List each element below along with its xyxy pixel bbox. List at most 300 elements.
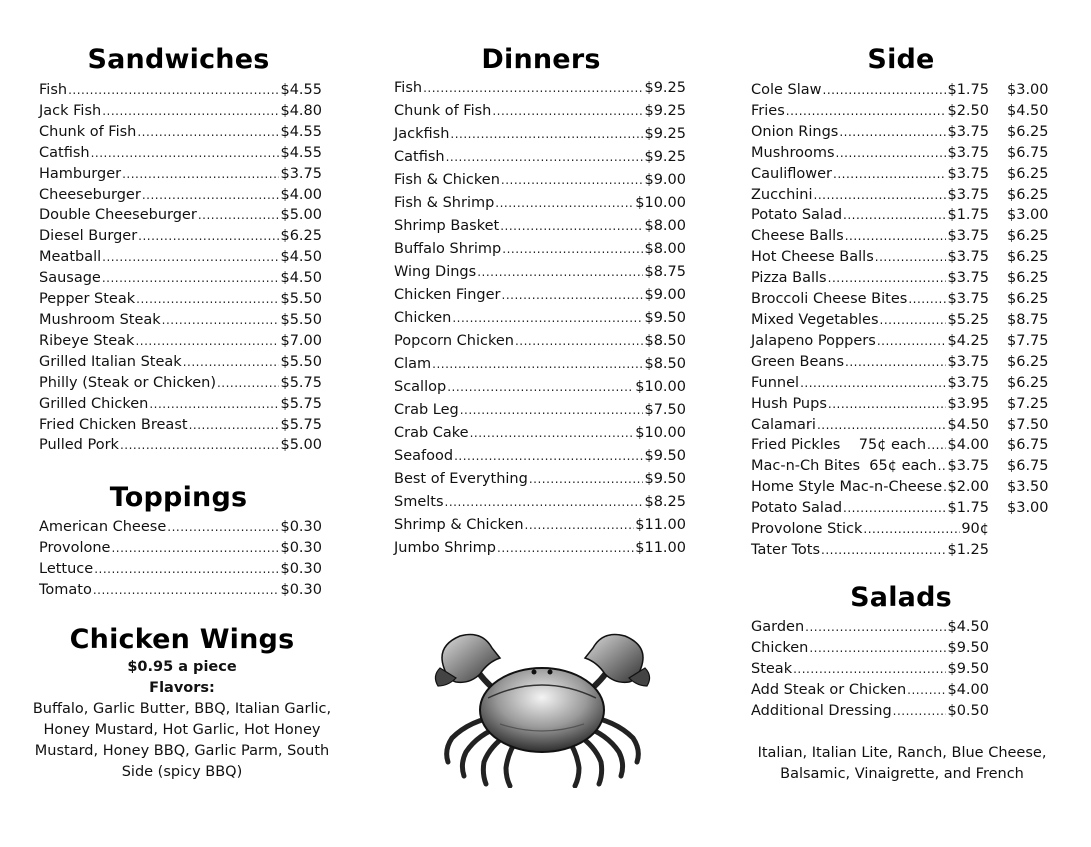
dinner-item-name: Clam [394, 356, 432, 372]
dot-leader [91, 143, 280, 164]
side-item-small-price: $4.50 [947, 416, 989, 433]
wings-flavor-line: Honey Mustard, Hot Garlic, Hot Honey [43, 721, 321, 738]
crab-icon [430, 628, 655, 788]
dinner-item-name: Chicken [394, 310, 452, 326]
dot-leader [183, 352, 280, 373]
dinner-item-price: $9.00 [644, 287, 686, 303]
dressings-line: Italian, Italian Lite, Ranch, Blue Cheese, [757, 745, 1047, 761]
sandwich-item-name: Mushroom Steak [39, 311, 161, 328]
side-item-small-price: $3.75 [947, 353, 989, 370]
dot-leader [800, 373, 946, 394]
side-item-name: Calamari [751, 416, 816, 433]
sandwich-item-name: Philly (Steak or Chicken) [39, 374, 216, 391]
topping-item-name: Lettuce [39, 560, 94, 577]
dinner-item [394, 77, 686, 100]
dinner-item [394, 100, 686, 123]
side-item-large-price: $6.25 [1007, 165, 1049, 182]
side-item-lead [751, 498, 989, 519]
dressings-line: Balsamic, Vinaigrette, and French [780, 765, 1024, 782]
side-list [751, 80, 1051, 561]
side-item-lead [751, 331, 989, 352]
wings-section [32, 624, 332, 782]
dot-leader [908, 289, 946, 310]
dot-leader [122, 164, 279, 185]
dinner-item-name: Crab Cake [394, 425, 469, 441]
side-item-large-price: $3.00 [1007, 82, 1049, 98]
dot-leader [94, 559, 279, 580]
topping-item [39, 580, 322, 601]
dot-leader [786, 101, 947, 122]
dot-leader [432, 353, 643, 376]
wings-flavors-label: Flavors: [149, 679, 215, 696]
topping-item-name: American Cheese [39, 519, 167, 535]
salad-item [751, 680, 989, 701]
side-item-name: Pizza Balls [751, 270, 827, 287]
dinner-item [394, 169, 686, 192]
dot-leader [828, 394, 947, 415]
dot-leader [102, 247, 279, 268]
side-item-small-price: $3.75 [947, 374, 989, 391]
wings-flavor-line: Side (spicy BBQ) [121, 763, 243, 780]
side-item-small-price: $3.75 [947, 458, 989, 475]
topping-item-price: $0.30 [280, 519, 322, 535]
side-item-large-price: $3.50 [1007, 479, 1049, 496]
side-item-small-price: $3.75 [947, 228, 989, 245]
dinner-item-price: $9.25 [644, 149, 686, 165]
dot-leader [943, 477, 946, 498]
side-item-lead [751, 101, 989, 122]
dot-leader [880, 310, 947, 331]
topping-item-price: $0.30 [280, 539, 322, 556]
side-item-large-price: $6.25 [1007, 228, 1049, 245]
topping-item [39, 538, 322, 559]
dot-leader [492, 100, 643, 123]
dinner-item-price: $8.75 [644, 264, 686, 280]
dot-leader [833, 164, 946, 185]
dinner-item-price: $7.50 [644, 402, 686, 418]
dot-leader [68, 80, 279, 101]
sandwich-item [39, 185, 322, 206]
side-item-lead [751, 80, 989, 101]
dinner-item-price: $10.00 [635, 195, 686, 211]
side-item-lead [751, 247, 989, 268]
dot-leader [875, 247, 947, 268]
dinner-item [394, 192, 686, 215]
side-item [751, 519, 1051, 540]
dinner-item-name: Catfish [394, 149, 445, 165]
sandwich-item-name: Cheeseburger [39, 186, 141, 203]
dinner-item [394, 123, 686, 146]
dot-leader [793, 659, 946, 680]
sandwich-item-price: $3.75 [280, 165, 322, 182]
dinner-item-name: Seafood [394, 448, 454, 464]
sandwich-item-name: Diesel Burger [39, 228, 138, 245]
side-item-lead [751, 143, 989, 164]
dinner-item [394, 307, 686, 330]
toppings-title: Toppings [109, 482, 248, 513]
side-item-name: Cauliflower [751, 165, 833, 182]
dinner-item [394, 284, 686, 307]
sandwich-item-price: $5.50 [280, 291, 322, 308]
side-item [751, 415, 1051, 436]
side-item-name: Potato Salad [751, 207, 843, 224]
side-item [751, 331, 1051, 352]
side-item [751, 143, 1051, 164]
side-item-name: Zucchini [751, 186, 813, 203]
dinner-item-name: Shrimp Basket [394, 218, 500, 234]
dot-leader [217, 373, 280, 394]
side-item-lead [751, 519, 989, 540]
dinner-item-name: Best of Everything [394, 471, 528, 487]
sandwich-item-name: Catfish [39, 144, 90, 161]
dot-leader [823, 80, 947, 101]
side-item-name: Jalapeno Poppers [751, 332, 876, 349]
topping-item-name: Tomato [39, 581, 92, 598]
sandwich-item-name: Fried Chicken Breast [39, 416, 188, 433]
side-item [751, 352, 1051, 373]
side-item [751, 498, 1051, 519]
side-item-small-price: $3.75 [947, 165, 989, 182]
dot-leader [162, 310, 280, 331]
dinner-item-price: $9.50 [644, 310, 686, 326]
dot-leader [452, 307, 643, 330]
topping-item [39, 559, 322, 580]
dot-leader [446, 146, 644, 169]
side-item-name: Mushrooms [751, 144, 835, 161]
dinner-item-name: Crab Leg [394, 402, 459, 418]
side-item-small-price: $3.75 [947, 249, 989, 266]
sandwich-item [39, 122, 322, 143]
salad-item-price: $4.00 [947, 681, 989, 698]
side-item-lead [751, 164, 989, 185]
side-item-small-price: $2.00 [947, 479, 989, 496]
side-item-large-price: $4.50 [1007, 102, 1049, 119]
topping-item-name: Provolone [39, 539, 111, 556]
dinner-item [394, 376, 686, 399]
side-item-lead [751, 310, 989, 331]
sandwich-item-price: $4.80 [280, 102, 322, 119]
dot-leader [927, 435, 946, 456]
sandwich-item-name: Double Cheeseburger [39, 207, 197, 224]
dinner-item [394, 399, 686, 422]
toppings-list [39, 517, 322, 601]
sandwich-item [39, 435, 322, 456]
dot-leader [821, 540, 946, 561]
side-item-large-price: $6.75 [1007, 437, 1049, 454]
sandwich-item-price: $7.00 [280, 332, 322, 349]
dinner-item-name: Jackfish [394, 126, 450, 142]
side-item-large-price: $6.25 [1007, 374, 1049, 391]
side-item [751, 247, 1051, 268]
side-item-name: Mac-n-Ch Bites 65¢ each [751, 458, 937, 475]
topping-item-price: $0.30 [280, 581, 322, 598]
side-item-lead [751, 122, 989, 143]
side-item-large-price: $6.25 [1007, 270, 1049, 287]
dinner-item-name: Chunk of Fish [394, 103, 492, 119]
dot-leader [470, 422, 635, 445]
salad-item-name: Garden [751, 619, 805, 635]
dinner-item [394, 238, 686, 261]
sandwich-item [39, 310, 322, 331]
salad-item-name: Add Steak or Chicken [751, 681, 907, 698]
side-item-small-price: $1.75 [947, 207, 989, 224]
side-item-small-price: $4.00 [947, 437, 989, 454]
side-item-name: Provolone Stick [751, 521, 863, 538]
sandwich-item [39, 80, 322, 101]
side-item-small-price: $3.75 [947, 291, 989, 308]
dot-leader [120, 435, 280, 456]
sandwich-item [39, 268, 322, 289]
sandwich-item-price: $5.00 [280, 207, 322, 224]
dot-leader [149, 394, 279, 415]
sandwich-item [39, 415, 322, 436]
dinner-item [394, 353, 686, 376]
dinner-item [394, 514, 686, 537]
side-item-lead [751, 268, 989, 289]
dinner-item [394, 261, 686, 284]
sandwich-item-name: Chunk of Fish [39, 123, 137, 140]
dot-leader [137, 122, 279, 143]
sandwich-item [39, 331, 322, 352]
dot-leader [814, 185, 947, 206]
dot-leader [502, 238, 643, 261]
sandwich-item [39, 143, 322, 164]
dot-leader [877, 331, 947, 352]
side-item-lead [751, 540, 989, 561]
side-item-lead [751, 352, 989, 373]
side-item [751, 310, 1051, 331]
sandwich-item-price: $4.55 [280, 123, 322, 140]
dinner-item [394, 330, 686, 353]
sandwich-item-name: Ribeye Steak [39, 332, 135, 349]
side-item-name: Home Style Mac-n-Cheese [751, 479, 943, 496]
sandwich-item [39, 164, 322, 185]
side-item [751, 268, 1051, 289]
dinner-item-name: Jumbo Shrimp [394, 540, 496, 556]
dot-leader [423, 77, 643, 100]
dot-leader [460, 399, 644, 422]
dinner-item-name: Smelts [394, 494, 444, 510]
side-item-large-price: $6.75 [1007, 458, 1049, 475]
side-section [751, 44, 1051, 561]
side-item-name: Tater Tots [751, 541, 821, 558]
dinner-item [394, 445, 686, 468]
salads-title: Salads [850, 582, 952, 613]
sandwich-item-price: $5.50 [280, 353, 322, 370]
dot-leader [138, 226, 279, 247]
dot-leader [477, 261, 643, 284]
sandwich-item-name: Grilled Italian Steak [39, 353, 182, 370]
side-item [751, 226, 1051, 247]
dot-leader [845, 352, 946, 373]
side-item-name: Hush Pups [751, 395, 827, 412]
salad-item [751, 659, 989, 680]
dinner-list [394, 77, 686, 560]
side-item-small-price: $3.75 [947, 270, 989, 287]
side-item-lead [751, 226, 989, 247]
salad-item-price: $4.50 [947, 619, 989, 635]
sandwich-item-price: $5.50 [280, 311, 322, 328]
dot-leader [142, 185, 280, 206]
sandwich-list [39, 80, 322, 456]
dot-leader [111, 538, 279, 559]
dinner-item-price: $8.25 [644, 494, 686, 510]
side-item-lead [751, 205, 989, 226]
dot-leader [809, 638, 946, 659]
side-item-small-price: $5.25 [947, 311, 989, 328]
dot-leader [447, 376, 634, 399]
dinner-item-price: $11.00 [635, 540, 686, 556]
dinner-item [394, 491, 686, 514]
salad-item [751, 617, 989, 638]
side-item [751, 205, 1051, 226]
side-item [751, 373, 1051, 394]
dinner-item-price: $10.00 [635, 425, 686, 441]
dot-leader [863, 519, 960, 540]
salad-item [751, 701, 989, 722]
salad-item [751, 638, 989, 659]
dinner-item-price: $9.00 [644, 172, 686, 188]
sandwich-item-price: $6.25 [280, 228, 322, 245]
side-item-lead [751, 477, 989, 498]
side-item-small-price: $3.95 [947, 395, 989, 412]
side-item [751, 456, 1051, 477]
dinner-item-price: $8.50 [644, 356, 686, 372]
dot-leader [136, 289, 279, 310]
side-item-large-price: $7.50 [1007, 416, 1049, 433]
side-item-large-price: $6.25 [1007, 353, 1049, 370]
side-item [751, 122, 1051, 143]
dinner-item-price: $9.50 [644, 448, 686, 464]
dinner-item-name: Fish & Shrimp [394, 195, 495, 211]
dinner-item-name: Scallop [394, 379, 447, 395]
salad-item-price: $9.50 [947, 639, 989, 656]
side-item [751, 435, 1051, 456]
sandwich-item-name: Pulled Pork [39, 437, 119, 454]
dot-leader [828, 268, 947, 289]
dot-leader [839, 122, 946, 143]
dinner-item-name: Popcorn Chicken [394, 333, 514, 349]
sandwich-item-price: $4.55 [280, 144, 322, 161]
side-item [751, 80, 1051, 101]
sandwich-item-name: Jack Fish [39, 102, 102, 119]
dot-leader [198, 205, 280, 226]
sandwich-item-name: Hamburger [39, 165, 122, 182]
sandwich-item-name: Meatball [39, 249, 102, 266]
side-item-lead [751, 185, 989, 206]
side-item-large-price: $8.75 [1007, 311, 1049, 328]
side-item [751, 540, 1051, 561]
dot-leader [445, 491, 644, 514]
side-title: Side [867, 44, 935, 75]
side-item [751, 101, 1051, 122]
dot-leader [845, 226, 947, 247]
dot-leader [907, 680, 946, 701]
dot-leader [102, 101, 279, 122]
sandwich-item-price: $4.50 [280, 249, 322, 266]
wings-flavor-line: Mustard, Honey BBQ, Garlic Parm, South [34, 742, 330, 759]
side-item-small-price: $3.75 [947, 123, 989, 140]
sandwich-item-name: Sausage [39, 270, 101, 287]
side-item-small-price: 90¢ [961, 521, 989, 538]
side-item [751, 185, 1051, 206]
side-item-large-price: $3.00 [1007, 500, 1049, 517]
dot-leader [502, 284, 644, 307]
dot-leader [529, 468, 644, 491]
side-item-name: Fried Pickles 75¢ each [751, 437, 927, 454]
sandwich-item [39, 289, 322, 310]
side-item-name: Onion Rings [751, 123, 839, 140]
crab-illustration [430, 628, 655, 788]
side-item-lead [751, 435, 989, 456]
side-item [751, 477, 1051, 498]
sandwiches-section [39, 44, 322, 456]
salad-item-price: $9.50 [947, 660, 989, 677]
wings-flavor-line: Buffalo, Garlic Butter, BBQ, Italian Garlic, [32, 700, 332, 717]
side-item-name: Mixed Vegetables [751, 311, 879, 328]
side-item-large-price: $7.25 [1007, 395, 1049, 412]
dot-leader [500, 215, 643, 238]
side-item-large-price: $6.25 [1007, 186, 1049, 203]
side-item-large-price: $6.25 [1007, 123, 1049, 140]
side-item-small-price: $3.75 [947, 186, 989, 203]
side-item-small-price: $2.50 [947, 102, 989, 119]
side-item-name: Hot Cheese Balls [751, 249, 874, 266]
dot-leader [454, 445, 643, 468]
salad-item-price: $0.50 [947, 702, 989, 719]
sandwich-item-name: Pepper Steak [39, 291, 136, 308]
dot-leader [93, 580, 280, 601]
sandwich-item-price: $5.75 [280, 395, 322, 412]
topping-item-price: $0.30 [280, 560, 322, 577]
dot-leader [450, 123, 643, 146]
side-item-name: Green Beans [751, 353, 845, 370]
salad-list [751, 617, 989, 722]
dinner-item-name: Chicken Finger [394, 287, 501, 303]
dot-leader [497, 537, 634, 560]
dot-leader [836, 143, 947, 164]
salad-item-name: Additional Dressing [751, 702, 892, 719]
dinner-item-name: Shrimp & Chicken [394, 517, 524, 533]
dinner-item [394, 537, 686, 560]
side-item [751, 289, 1051, 310]
dinner-item [394, 468, 686, 491]
dot-leader [102, 268, 280, 289]
sandwich-item [39, 394, 322, 415]
side-item-name: Funnel [751, 374, 800, 391]
toppings-section [39, 482, 322, 601]
dinner-item-price: $9.50 [644, 471, 686, 487]
dot-leader [843, 205, 946, 226]
dot-leader [189, 415, 280, 436]
dot-leader [938, 456, 947, 477]
sandwich-item [39, 205, 322, 226]
wings-title: Chicken Wings [69, 624, 295, 655]
dinner-item-price: $9.25 [644, 126, 686, 142]
dot-leader [817, 415, 947, 436]
sandwich-item-name: Grilled Chicken [39, 395, 149, 412]
sandwich-item [39, 101, 322, 122]
side-item-small-price: $1.25 [947, 541, 989, 558]
salad-item-name: Steak [751, 660, 793, 677]
dot-leader [525, 514, 635, 537]
dinner-item-price: $9.25 [644, 80, 686, 96]
dinner-item-name: Fish & Chicken [394, 172, 500, 188]
dot-leader [135, 331, 279, 352]
salads-section [751, 582, 1051, 722]
side-item-small-price: $1.75 [947, 82, 989, 98]
side-item-name: Cheese Balls [751, 228, 844, 245]
